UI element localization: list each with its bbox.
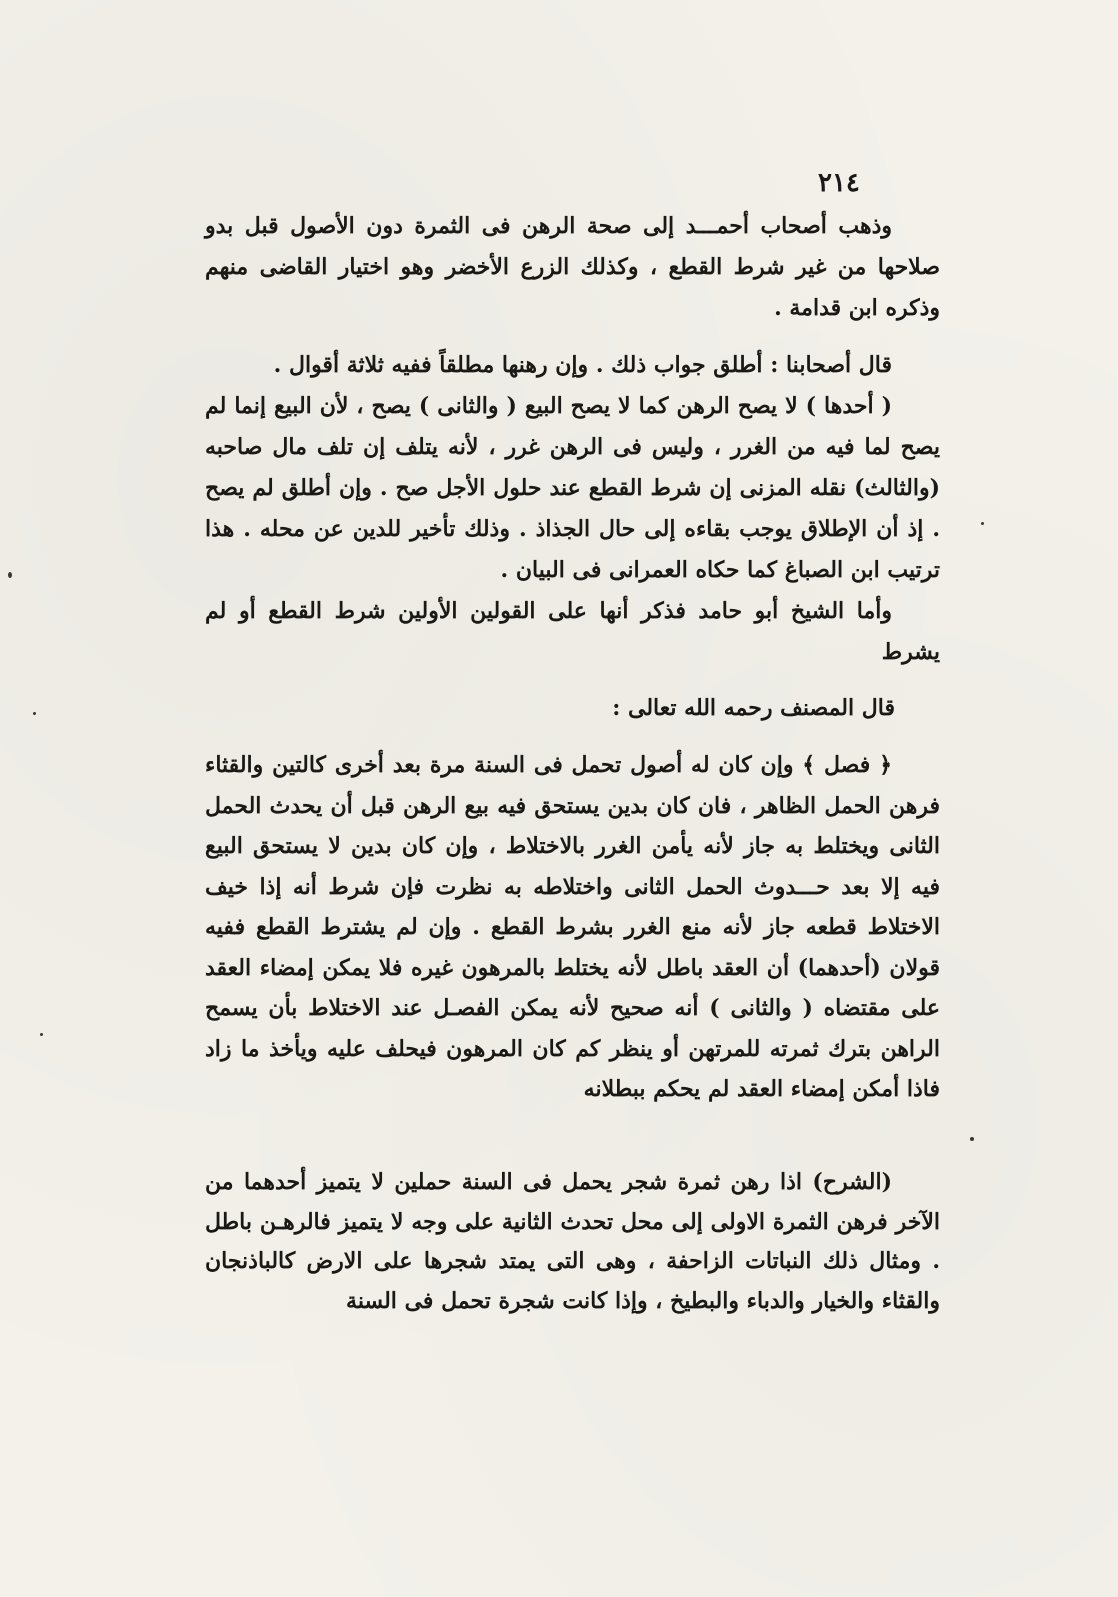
paragraph-text: وأما الشيخ أبو حامد فذكر أنها على القولين الأولين شرط القطع أو لم يشرط xyxy=(205,598,940,665)
scan-speck xyxy=(8,572,12,578)
scan-speck xyxy=(40,1033,43,1036)
paragraph-text: قال أصحابنا : أطلق جواب ذلك . وإن رهنها مطلقاً ففيه ثلاثة أقوال . xyxy=(273,352,892,378)
scan-speck xyxy=(970,1137,974,1141)
sharh-paragraph xyxy=(205,1163,940,1321)
paragraph-text: (الشرح) اذا رهن ثمرة شجر يحمل فى السنة حملين لا يتميز أحدهما من الآخر فرهن الثمرة الاولى إلى محل تحدث الثانية على وجه لا يتميز فالرهـن باطل . ومثال ذلك النباتات الزاحفة ، وهى التى يمتد شجرها على الارض كالباذنجان والقثاء والخيار والدباء والبطيخ ، وإذا كانت شجرة تحمل فى السنة xyxy=(205,1169,940,1314)
paragraph-hanbali-view xyxy=(205,206,940,329)
section-heading: قال المصنف رحمه الله تعالى : xyxy=(612,695,895,721)
paragraph-shafii-views xyxy=(205,345,940,673)
paragraph-text: وذهب أصحاب أحمـــد إلى صحة الرهن فى الثمرة دون الأصول قبل بدو صلاحها من غير شرط القطع ، وكذلك الزرع الأخضر وهو اختيار القاضى منهم وذكره ابن قدامة . xyxy=(205,213,940,321)
scan-speck xyxy=(981,522,984,525)
paragraph-text: ( أحدها ) لا يصح الرهن كما لا يصح البيع ( والثانى ) يصح ، لأن البيع إنما لم يصح لما فيه من الغرر ، وليس فى الرهن غرر ، لأنه يتلف إن تلف مال صاحبه (والثالث) نقله المزنى إن شرط القطع عند حلول الأجل صح . وإن أطلق لم يصح . إذ أن الإطلاق يوجب بقاءه إلى حال الجذاذ . وذلك تأخير للدين عن محله . هذا ترتيب ابن الصباغ كما حكاه العمرانى فى البيان . xyxy=(205,393,940,583)
page-number: ٢١٤ xyxy=(818,168,860,198)
matn-paragraph xyxy=(205,745,940,1110)
paragraph-text: ﴿ فصل ﴾ وإن كان له أصول تحمل فى السنة مرة بعد أخرى كالتين والقثاء فرهن الحمل الظاهر ، فان كان بدين يستحق فيه بيع الرهن قبل أن يحدث الحمل الثانى ويختلط به جاز لأنه يأمن الغرر بالاختلاط ، وإن كان بدين لا يستحق البيع فيه إلا بعد حـــدوث الحمل الثانى واختلاطه به نظرت فإن شرط أنه إذا خيف الاختلاط قطعه جاز لأنه منع الغرر بشرط القطع . وإن لم يشترط القطع ففيه قولان (أحدهما) أن العقد باطل لأنه يختلط بالمرهون غيره فلا يمكن إمضاء العقد على مقتضاه ( والثانى ) أنه صحيح لأنه يمكن الفصـل عند الاختلاط بأن يسمح الراهن بترك ثمرته للمرتهن أو ينظر كم كان المرهون فيحلف عليه ويأخذ ما زاد فاذا أمكن إمضاء العقد لم يحكم ببطلانه xyxy=(205,752,940,1102)
scan-speck xyxy=(33,712,36,715)
